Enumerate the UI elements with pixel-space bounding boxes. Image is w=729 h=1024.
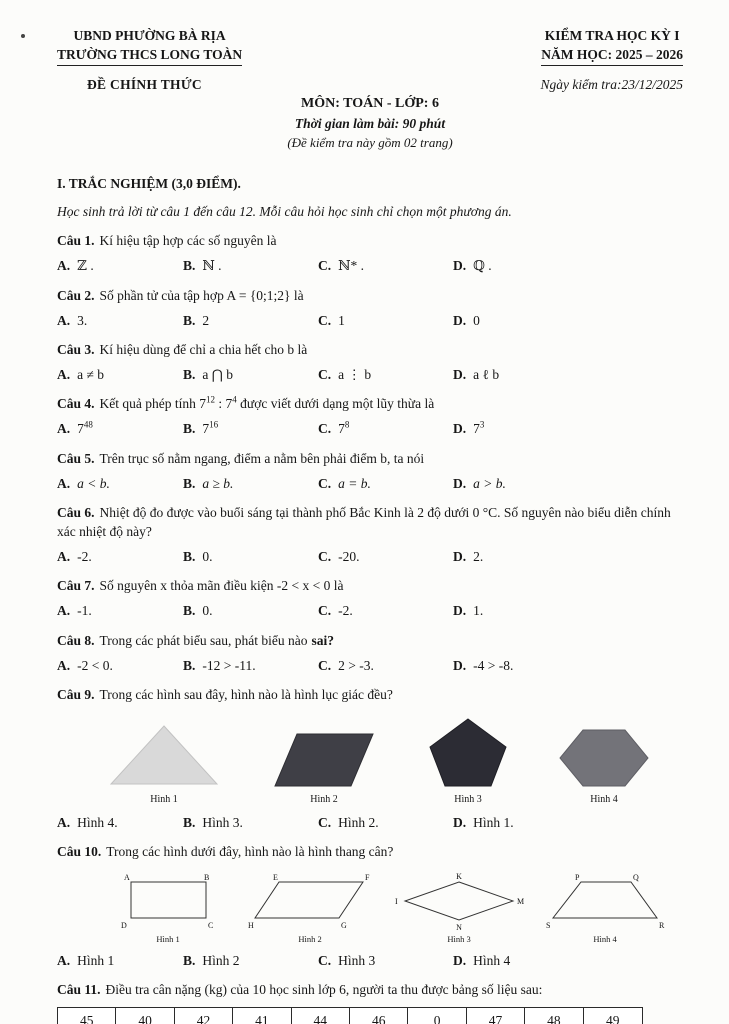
exam-title: KIỂM TRA HỌC KỲ I bbox=[544, 28, 680, 43]
question-5 bbox=[57, 449, 683, 493]
option-b: B. Hình 3. bbox=[183, 815, 243, 831]
option-c bbox=[318, 256, 453, 275]
option-a: A. -2. bbox=[57, 549, 92, 565]
option-c: C. -2. bbox=[318, 603, 353, 619]
question-3 bbox=[57, 340, 683, 384]
question-text: Kí hiệu tập hợp các số nguyên là bbox=[99, 233, 277, 249]
question-stem: Câu 9. Trong các hình sau đây, hình nào là hình lục giác đều? bbox=[57, 686, 393, 702]
option-d bbox=[453, 256, 683, 275]
question-options bbox=[57, 547, 683, 566]
question-options bbox=[57, 419, 683, 438]
option-label: B. bbox=[183, 258, 196, 274]
vertex-label: B bbox=[204, 872, 210, 882]
question-9 bbox=[57, 685, 683, 833]
table-cell: 42 bbox=[175, 1008, 233, 1024]
option-text: ℤ . bbox=[77, 258, 94, 274]
parallelogram-icon bbox=[269, 730, 379, 790]
trapezoid-outline-icon bbox=[539, 870, 671, 932]
vertex-label: D bbox=[121, 920, 127, 930]
option-a: A. $7^{48}$ bbox=[57, 419, 93, 437]
exponent: 3 bbox=[479, 419, 485, 430]
rectangle-outline-icon bbox=[109, 870, 227, 932]
question-9-figures bbox=[105, 716, 683, 807]
option-c: C. a = b. bbox=[318, 475, 371, 491]
option-b: B. -12 > -11. bbox=[183, 657, 256, 673]
header-left bbox=[57, 26, 242, 66]
option-d: D. a > b. bbox=[453, 475, 506, 491]
exponent: 48 bbox=[83, 419, 93, 430]
subject-line: MÔN: TOÁN - LỚP: 6 bbox=[301, 96, 439, 112]
option-label: D. bbox=[453, 258, 467, 274]
vertex-label: P bbox=[575, 872, 580, 882]
question-2 bbox=[57, 286, 683, 330]
question-options bbox=[57, 951, 683, 970]
section-1-title: I. TRẮC NGHIỆM (3,0 ĐIỂM). bbox=[57, 175, 241, 191]
figure-pentagon bbox=[425, 716, 511, 807]
option-c: C. 1 bbox=[318, 312, 345, 328]
exponent: 16 bbox=[209, 419, 219, 430]
figure-caption: Hình 1 bbox=[156, 933, 180, 944]
vertex-label: F bbox=[365, 872, 370, 882]
exam-info bbox=[57, 94, 683, 151]
option-d: D. $7^3$ bbox=[453, 419, 485, 437]
table-cell: 49 bbox=[606, 1012, 620, 1024]
scan-dot bbox=[21, 34, 25, 38]
question-7 bbox=[57, 576, 683, 620]
pages-note: (Đề kiểm tra này gồm 02 trang) bbox=[287, 134, 453, 150]
option-b: B. 0. bbox=[183, 549, 213, 565]
figure-parallelogram-outline bbox=[241, 870, 379, 945]
question-stem: Câu 10. Trong các hình dưới đây, hình nào là hình thang cân? bbox=[57, 844, 394, 860]
vertex-label: Q bbox=[633, 872, 639, 882]
option-c: C. Hình 3 bbox=[318, 952, 376, 968]
option-a: A. Hình 4. bbox=[57, 815, 118, 831]
subheader bbox=[57, 75, 683, 94]
question-options bbox=[57, 311, 683, 330]
question-1 bbox=[57, 231, 683, 275]
exam-date: Ngày kiểm tra:23/12/2025 bbox=[540, 77, 683, 93]
question-stem: Câu 6. Nhiệt độ đo được vào buổi sáng tại thành phố Bắc Kinh là 2 độ dưới 0 °C. Số nguyên nào biểu diễn chính xác nhiệt độ này? bbox=[57, 504, 671, 539]
parallelogram-outline-icon bbox=[241, 870, 379, 932]
emphasized-word: sai? bbox=[311, 632, 334, 648]
option-d: D. 0 bbox=[453, 312, 480, 328]
option-label: A. bbox=[57, 258, 71, 274]
question-options bbox=[57, 256, 683, 275]
figure-parallelogram bbox=[269, 730, 379, 807]
question-6 bbox=[57, 503, 683, 566]
option-a: A. a ≠ b bbox=[57, 367, 105, 383]
option-a: A. a < b. bbox=[57, 475, 110, 491]
figure-caption: Hình 4 bbox=[593, 933, 617, 944]
question-stem: Câu 11. Điều tra cân nặng (kg) của 10 học sinh lớp 6, người ta thu được bảng số liệu sau: bbox=[57, 981, 543, 997]
figure-caption: Hình 4 bbox=[590, 794, 618, 806]
exam-type-label: ĐỀ CHÍNH THỨC bbox=[87, 77, 202, 93]
triangle-icon bbox=[105, 720, 223, 790]
option-b: B. a ⋂ b bbox=[183, 367, 233, 383]
option-b: B. Hình 2 bbox=[183, 952, 240, 968]
question-stem: Câu 4. Kết quả phép tính $7^{12}$ : $7^4$ được viết dưới dạng một lũy thừa là bbox=[57, 394, 435, 412]
question-8 bbox=[57, 631, 683, 675]
option-text: ℕ . bbox=[202, 258, 222, 274]
option-a bbox=[57, 256, 183, 275]
question-10 bbox=[57, 842, 683, 969]
question-10-figures bbox=[109, 870, 683, 945]
question-stem bbox=[57, 231, 683, 250]
vertex-label: C bbox=[208, 920, 214, 930]
option-b: B. 2 bbox=[183, 312, 210, 328]
option-d: D. 2. bbox=[453, 549, 484, 565]
question-text: Số phần tử của tập hợp A = {0;1;2} là bbox=[99, 287, 304, 303]
exam-header bbox=[57, 26, 683, 66]
question-options bbox=[57, 474, 683, 493]
vertex-label: S bbox=[546, 920, 551, 930]
vertex-label: I bbox=[395, 896, 398, 906]
hexagon-icon bbox=[557, 726, 651, 790]
option-b: B. a ≥ b. bbox=[183, 475, 234, 491]
vertex-label: R bbox=[659, 920, 665, 930]
figure-caption: Hình 3 bbox=[454, 794, 482, 806]
table-cell: 0 bbox=[408, 1008, 466, 1024]
table-cell: 48 bbox=[525, 1008, 583, 1024]
question-number: Câu 2. bbox=[57, 287, 95, 303]
option-d: D. -4 > -8. bbox=[453, 657, 514, 673]
figure-caption: Hình 3 bbox=[447, 933, 471, 944]
option-c: C. $7^8$ bbox=[318, 419, 350, 437]
school-year: NĂM HỌC: 2025 – 2026 bbox=[541, 45, 683, 66]
option-text: ℚ . bbox=[473, 258, 492, 274]
table-cell: 44 bbox=[292, 1008, 350, 1024]
table-cell: 46 bbox=[350, 1008, 408, 1024]
option-c: C. a ⋮ b bbox=[318, 367, 372, 383]
option-text: ℕ* . bbox=[338, 258, 364, 274]
exponent: 8 bbox=[344, 419, 350, 430]
option-a: A. Hình 1 bbox=[57, 952, 115, 968]
question-4 bbox=[57, 394, 683, 438]
option-c: C. -20. bbox=[318, 549, 360, 565]
option-label: C. bbox=[318, 258, 332, 274]
vertex-label: M bbox=[517, 896, 525, 906]
figure-caption: Hình 2 bbox=[298, 933, 322, 944]
pentagon-icon bbox=[425, 716, 511, 790]
option-a: A. -2 < 0. bbox=[57, 657, 113, 673]
exponent: 4 bbox=[232, 394, 237, 405]
weights-table bbox=[57, 1007, 643, 1024]
vertex-label: K bbox=[456, 871, 462, 881]
question-stem: Câu 7. Số nguyên x thỏa mãn điều kiện -2 < x < 0 là bbox=[57, 578, 344, 594]
figure-rhombus bbox=[393, 870, 525, 945]
figure-rectangle bbox=[109, 870, 227, 945]
figure-hexagon bbox=[557, 726, 651, 807]
option-d: D. 1. bbox=[453, 603, 484, 619]
figure-caption: Hình 2 bbox=[310, 794, 338, 806]
table-cell: 45 bbox=[58, 1008, 116, 1024]
question-stem: Câu 8. Trong các phát biểu sau, phát biểu nào sai? bbox=[57, 632, 334, 648]
table-cell: 40 bbox=[116, 1008, 174, 1024]
figure-triangle bbox=[105, 720, 223, 807]
question-options bbox=[57, 365, 683, 384]
option-d: D. a ℓ b bbox=[453, 367, 500, 383]
question-stem bbox=[57, 286, 683, 305]
question-stem: Câu 5. Trên trục số nằm ngang, điểm a nằm bên phải điểm b, ta nói bbox=[57, 450, 425, 466]
option-d: D. Hình 4 bbox=[453, 952, 511, 968]
option-b bbox=[183, 256, 318, 275]
table-cell: 41 bbox=[233, 1008, 291, 1024]
section-1-instruction: Học sinh trả lời từ câu 1 đến câu 12. Mỗi câu hỏi học sinh chỉ chọn một phương án. bbox=[57, 204, 512, 220]
option-d: D. Hình 1. bbox=[453, 815, 514, 831]
vertex-label: N bbox=[456, 922, 462, 932]
vertex-label: H bbox=[248, 920, 254, 930]
question-options bbox=[57, 813, 683, 832]
issuer-line2: TRƯỜNG THCS LONG TOÀN bbox=[57, 45, 242, 66]
question-options bbox=[57, 656, 683, 675]
option-b: B. $7^{16}$ bbox=[183, 419, 219, 437]
option-c: C. Hình 2. bbox=[318, 815, 379, 831]
option-c: C. 2 > -3. bbox=[318, 657, 374, 673]
figure-caption: Hình 1 bbox=[150, 794, 178, 806]
table-cell: 47 bbox=[467, 1008, 525, 1024]
vertex-label: E bbox=[273, 872, 278, 882]
question-options bbox=[57, 601, 683, 620]
issuer-line1: UBND PHƯỜNG BÀ RỊA bbox=[73, 28, 226, 43]
duration-line: Thời gian làm bài: 90 phút bbox=[294, 116, 446, 132]
question-11 bbox=[57, 980, 683, 1024]
option-a: A. 3. bbox=[57, 312, 88, 328]
exponent: 12 bbox=[206, 394, 215, 405]
rhombus-outline-icon bbox=[393, 870, 525, 932]
header-right bbox=[541, 26, 683, 66]
figure-trapezoid bbox=[539, 870, 671, 945]
vertex-label: G bbox=[341, 920, 347, 930]
option-a: A. -1. bbox=[57, 603, 92, 619]
option-b: B. 0. bbox=[183, 603, 213, 619]
question-number: Câu 1. bbox=[57, 233, 95, 249]
vertex-label: A bbox=[124, 872, 130, 882]
question-stem: Câu 3. Kí hiệu dùng để chỉ a chia hết cho b là bbox=[57, 341, 308, 357]
